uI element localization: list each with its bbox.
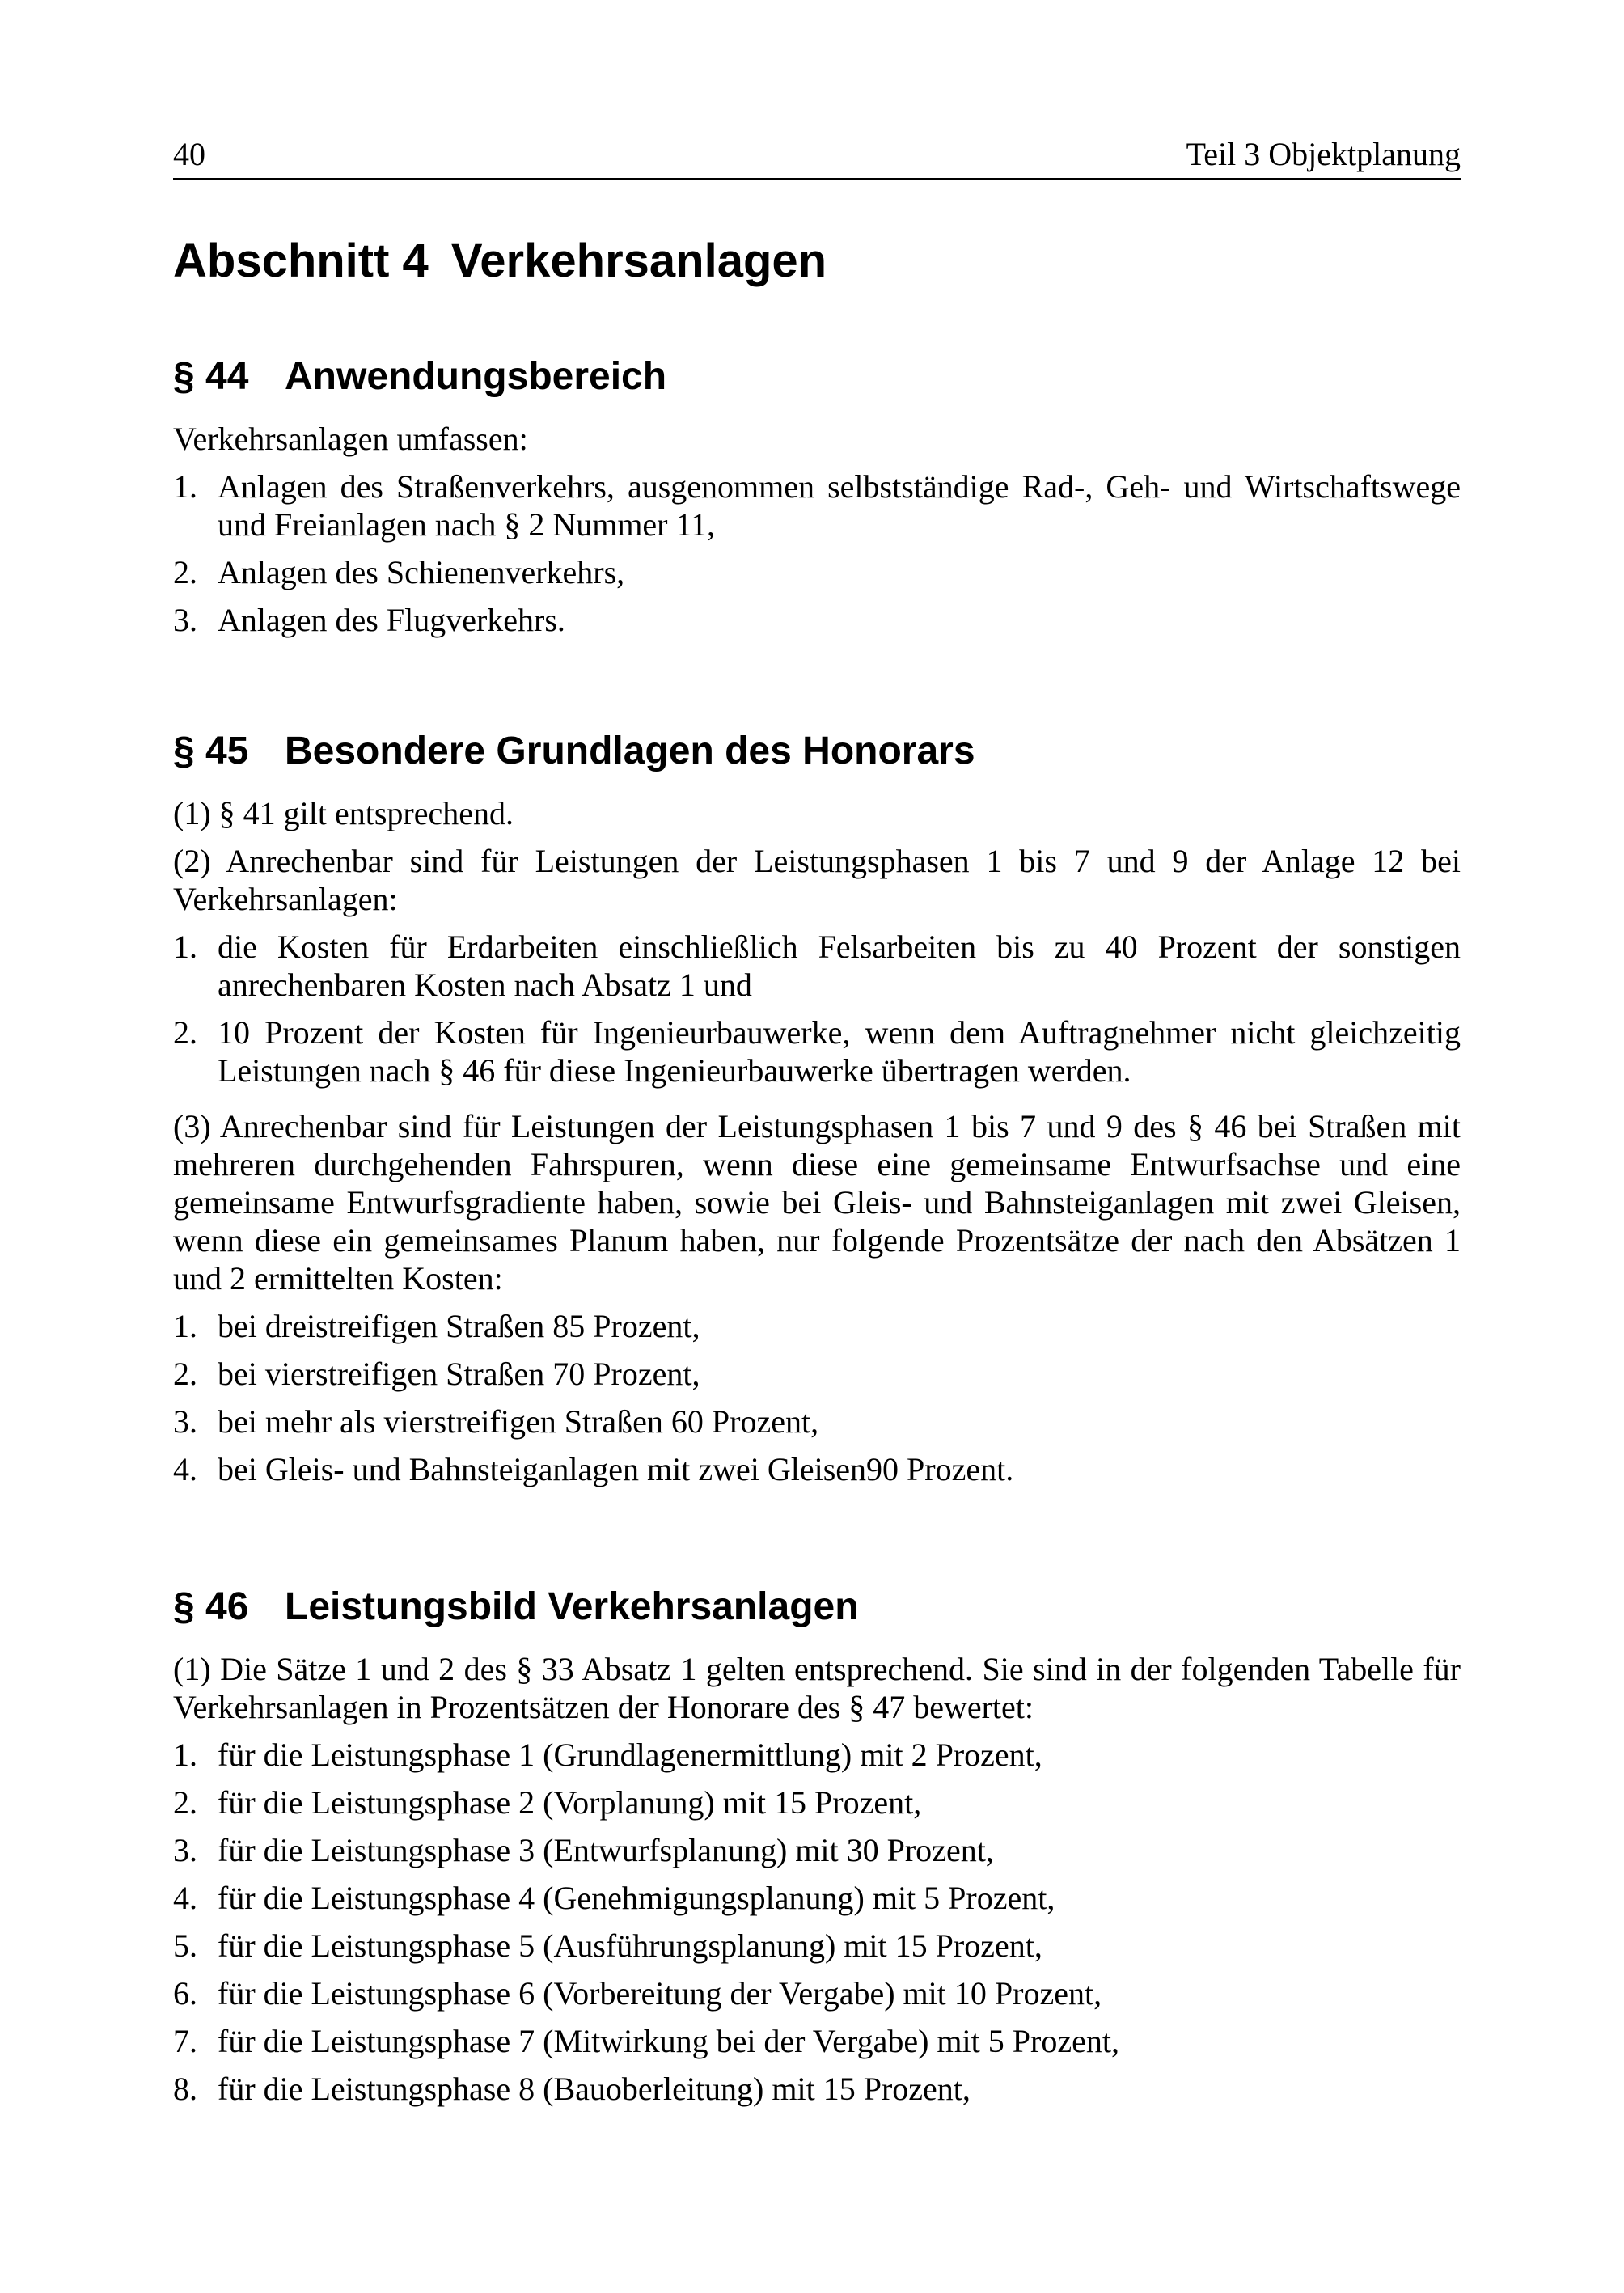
- list-item: [173, 1013, 1461, 1089]
- list-marker: 1.: [173, 1308, 197, 1344]
- list-item-text: bei Gleis- und Bahnsteiganlagen mit zwei Gleisen90 Prozent.: [218, 1451, 1014, 1487]
- list-item: [173, 2022, 1461, 2060]
- list-item: [173, 1307, 1461, 1345]
- list: [173, 928, 1461, 1089]
- section-title: Besondere Grundlagen des Honorars: [285, 730, 975, 772]
- list-item: [173, 2070, 1461, 2108]
- list: [173, 1736, 1461, 2108]
- list-item: [173, 1450, 1461, 1488]
- section-title: Anwendungsbereich: [285, 355, 667, 398]
- section-number: § 45: [173, 730, 249, 772]
- running-header: [173, 137, 1461, 180]
- section-heading: [173, 726, 1461, 776]
- list-item-text: Anlagen des Flugverkehrs.: [218, 602, 565, 638]
- list-marker: 3.: [173, 1832, 197, 1868]
- chapter-heading: [173, 233, 827, 290]
- list-item: [173, 1402, 1461, 1441]
- list-marker: 2.: [173, 1784, 197, 1821]
- paragraph: Verkehrsanlagen umfassen:: [173, 421, 528, 457]
- section-45: [173, 726, 1461, 1488]
- list-marker: 5.: [173, 1927, 197, 1964]
- list-item: [173, 1355, 1461, 1393]
- list-marker: 6.: [173, 1975, 197, 2012]
- chapter-number: Abschnitt 4: [173, 235, 429, 287]
- list-item-text: für die Leistungsphase 3 (Entwurfsplanung) mit 30 Prozent,: [218, 1832, 994, 1868]
- section-heading: [173, 1582, 1461, 1632]
- list-item-text: die Kosten für Erdarbeiten einschließlich Felsarbeiten bis zu 40 Prozent der sonstigen anrechenbaren Kosten nach Absatz 1 und: [218, 929, 1461, 1003]
- list-item-text: für die Leistungsphase 6 (Vorbereitung der Vergabe) mit 10 Prozent,: [218, 1975, 1102, 2012]
- list-item-text: bei mehr als vierstreifigen Straßen 60 Prozent,: [218, 1403, 819, 1440]
- list-item: [173, 601, 1461, 639]
- list-item-text: 10 Prozent der Kosten für Ingenieurbauwerke, wenn dem Auftragnehmer nicht gleichzeitig Leistungen nach § 46 für diese Ingenieurbauwerke übertragen werden.: [218, 1014, 1461, 1089]
- list-marker: 3.: [173, 1403, 197, 1440]
- document-page: [173, 136, 1461, 2107]
- section-number: § 44: [173, 355, 249, 398]
- list-marker: 8.: [173, 2071, 197, 2107]
- list-item: [173, 1736, 1461, 1774]
- paragraph: (2) Anrechenbar sind für Leistungen der Leistungsphasen 1 bis 7 und 9 der Anlage 12 bei Verkehrsanlagen:: [173, 843, 1461, 917]
- list: [173, 467, 1461, 639]
- running-title: Teil 3 Objektplanung: [1186, 136, 1461, 172]
- paragraph: (1) § 41 gilt entsprechend.: [173, 795, 514, 831]
- list-item: [173, 553, 1461, 591]
- list-marker: 4.: [173, 1880, 197, 1916]
- paragraph: (3) Anrechenbar sind für Leistungen der Leistungsphasen 1 bis 7 und 9 des § 46 bei Straßen mit mehreren durchgehenden Fahrspuren, wenn diese eine gemeinsame Entwurfsachse und eine gemeinsame Entwurfsgradiente haben, sowie bei Gleis- und Bahnsteiganlagen mit zwei Gleisen, wenn diese ein gemeinsames Planum haben, nur folgende Prozentsätze der nach den Absätzen 1 und 2 ermittelten Kosten:: [173, 1108, 1461, 1297]
- list-item-text: für die Leistungsphase 1 (Grundlagenermittlung) mit 2 Prozent,: [218, 1737, 1042, 1773]
- chapter-title: Verkehrsanlagen: [450, 235, 827, 287]
- section-46: [173, 1582, 1461, 2108]
- section-44: [173, 352, 1461, 639]
- page-number: 40: [173, 136, 205, 172]
- list-marker: 1.: [173, 1737, 197, 1773]
- section-heading: [173, 352, 1461, 402]
- list-item-text: bei vierstreifigen Straßen 70 Prozent,: [218, 1356, 700, 1392]
- list-item: [173, 1831, 1461, 1869]
- list-item-text: Anlagen des Schienenverkehrs,: [218, 554, 625, 590]
- list-item: [173, 1927, 1461, 1965]
- list-marker: 2.: [173, 554, 197, 590]
- paragraph: (1) Die Sätze 1 und 2 des § 33 Absatz 1 gelten entsprechend. Sie sind in der folgenden Tabelle für Verkehrsanlagen in Prozentsätzen der Honorare des § 47 bewertet:: [173, 1651, 1461, 1725]
- list-marker: 1.: [173, 929, 197, 965]
- list-marker: 4.: [173, 1451, 197, 1487]
- list-marker: 1.: [173, 468, 197, 505]
- section-title: Leistungsbild Verkehrsanlagen: [285, 1585, 859, 1628]
- list-item-text: für die Leistungsphase 2 (Vorplanung) mit 15 Prozent,: [218, 1784, 922, 1821]
- list-marker: 3.: [173, 602, 197, 638]
- list-item-text: für die Leistungsphase 4 (Genehmigungsplanung) mit 5 Prozent,: [218, 1880, 1055, 1916]
- list: [173, 1307, 1461, 1488]
- list-item-text: Anlagen des Straßenverkehrs, ausgenommen selbstständige Rad-, Geh- und Wirtschaftswege und Freianlagen nach § 2 Nummer 11,: [218, 468, 1461, 543]
- list-item: [173, 1879, 1461, 1917]
- list-marker: 7.: [173, 2023, 197, 2059]
- list-item: [173, 1783, 1461, 1821]
- list-item: [173, 467, 1461, 544]
- list-item-text: für die Leistungsphase 8 (Bauoberleitung) mit 15 Prozent,: [218, 2071, 971, 2107]
- list-item-text: für die Leistungsphase 7 (Mitwirkung bei der Vergabe) mit 5 Prozent,: [218, 2023, 1119, 2059]
- list-item-text: bei dreistreifigen Straßen 85 Prozent,: [218, 1308, 700, 1344]
- list-item: [173, 928, 1461, 1004]
- list-marker: 2.: [173, 1356, 197, 1392]
- list-marker: 2.: [173, 1014, 197, 1051]
- section-number: § 46: [173, 1585, 249, 1628]
- list-item: [173, 1974, 1461, 2012]
- list-item-text: für die Leistungsphase 5 (Ausführungsplanung) mit 15 Prozent,: [218, 1927, 1042, 1964]
